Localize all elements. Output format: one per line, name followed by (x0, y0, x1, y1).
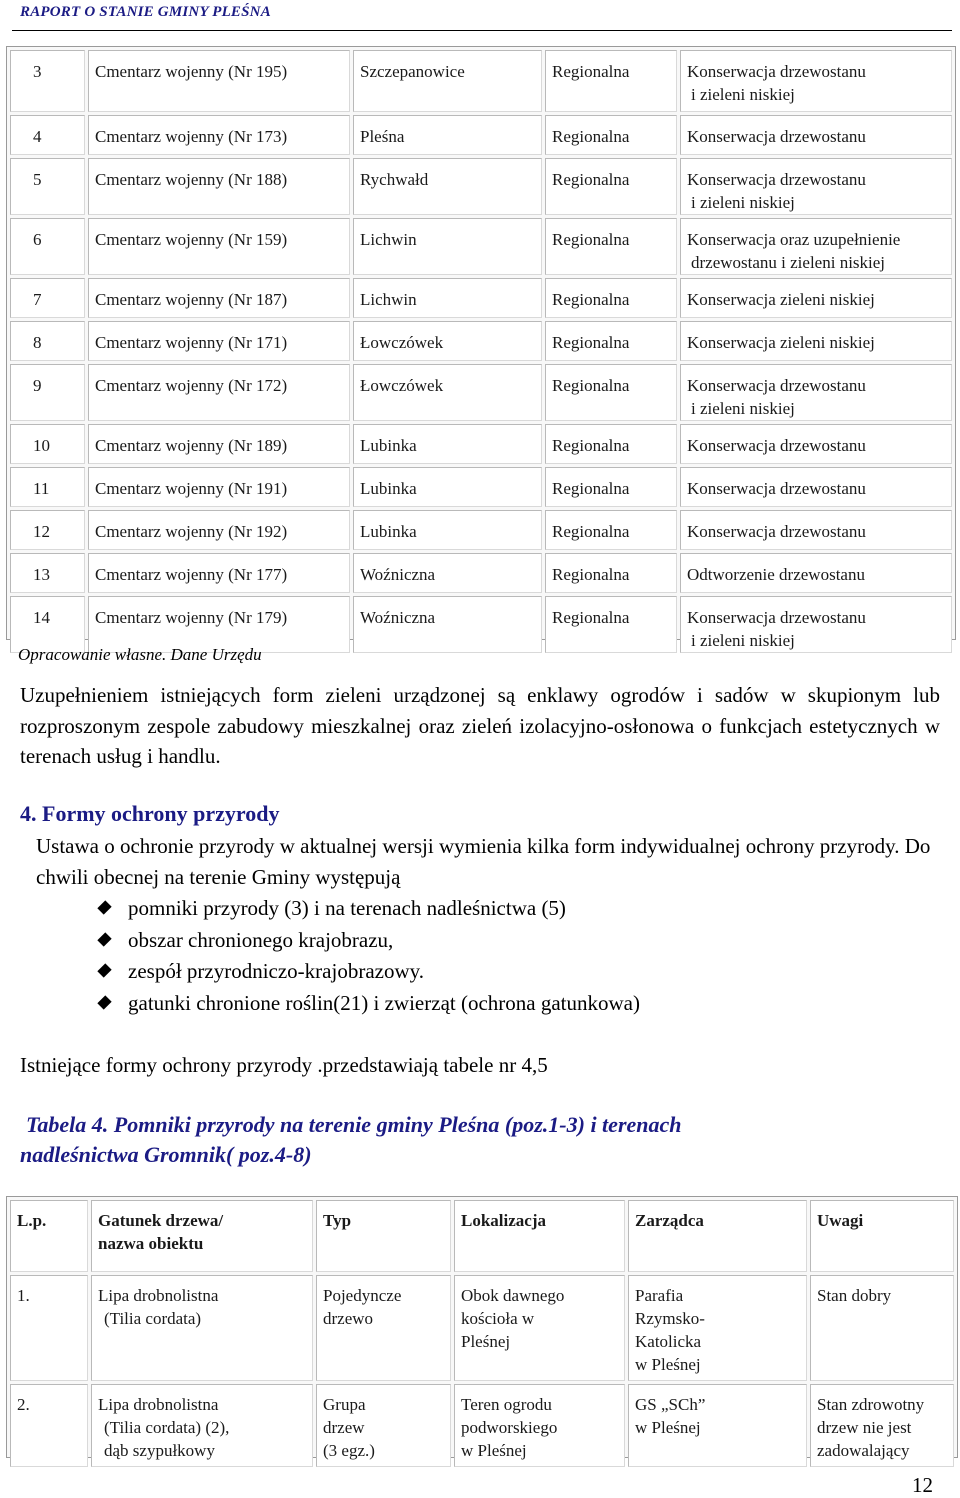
planned-action (680, 278, 952, 318)
cemetery-location: Łowczówek (353, 364, 542, 421)
cemetery-category: Regionalna (545, 278, 677, 318)
list-item (96, 988, 640, 1020)
list-item-text: zespół przyrodniczo-krajobrazowy. (128, 959, 425, 983)
planned-action-line: Konserwacja drzewostanu (687, 170, 866, 189)
planned-action-line: i zieleni niskiej (691, 193, 795, 212)
planned-action (680, 321, 952, 361)
monument-manager (628, 1275, 807, 1381)
row-number: 14 (10, 596, 85, 653)
monument-species-line: (Tilia cordata) (104, 1309, 202, 1328)
row-number: 5 (10, 158, 85, 215)
planned-action-line: Konserwacja oraz uzupełnienie (687, 230, 901, 249)
monument-notes-line: Stan zdrowotny (817, 1395, 925, 1414)
monument-type (316, 1384, 451, 1467)
monument-species-line: (Tilia cordata) (2), (104, 1418, 230, 1437)
list-item (96, 925, 640, 957)
table4-caption (20, 1110, 940, 1170)
row-number: 12 (10, 510, 85, 550)
page-number: 12 (912, 1473, 933, 1497)
table-row (10, 50, 952, 112)
greenery-paragraph: Uzupełnieniem istniejących form zieleni urządzonej są enklawy ogrodów i sadów w skupionym lub rozproszonym zespole zabudowy mieszkalnej oraz zieleń izolacyjno-osłonowa o funkcjach estetycznych w terenach usług i handlu. (20, 683, 940, 768)
planned-action-line: i zieleni niskiej (691, 631, 795, 650)
page-header-title: RAPORT O STANIE GMINY PLEŚNA (20, 4, 271, 20)
list-item-text: pomniki przyrody (3) i na terenach nadleśnictwa (5) (128, 896, 566, 920)
row-number: 13 (10, 553, 85, 593)
monument-location-line: Pleśnej (461, 1332, 511, 1351)
cemetery-category: Regionalna (545, 364, 677, 421)
row-number: 3 (10, 50, 85, 112)
monument-lp: 2. (10, 1384, 88, 1467)
table-row (10, 1384, 954, 1467)
monument-type-line: Grupa (323, 1395, 366, 1414)
monument-manager-line: w Pleśnej (635, 1418, 701, 1437)
row-number: 11 (10, 467, 85, 507)
cemetery-category: Regionalna (545, 158, 677, 215)
table-row (10, 278, 952, 318)
table-row (10, 467, 952, 507)
cemetery-category: Regionalna (545, 596, 677, 653)
monument-location-line: kościoła w (461, 1309, 535, 1328)
monument-species (91, 1384, 313, 1467)
cemetery-location: Woźniczna (353, 553, 542, 593)
planned-action-line: drzewostanu i zieleni niskiej (691, 253, 886, 272)
planned-action-line: Odtworzenie drzewostanu (687, 565, 865, 584)
list-item-text: obszar chronionego krajobrazu, (128, 927, 394, 952)
monument-manager-line: Parafia (635, 1286, 684, 1305)
monument-notes-line: Stan dobry (817, 1286, 892, 1305)
cemetery-location: Lubinka (353, 510, 542, 550)
cemetery-name: Cmentarz wojenny (Nr 191) (88, 467, 350, 507)
cemetery-category: Regionalna (545, 553, 677, 593)
list-item-text: gatunki chronione roślin(21) i zwierząt (ochrona gatunkowa) (128, 990, 640, 1015)
monuments-table-grid (7, 1197, 957, 1470)
header-location: Lokalizacja (454, 1200, 625, 1272)
table4-caption-line1: Tabela 4. Pomniki przyrody na terenie gminy Pleśna (poz.1-3) i terenach (26, 1112, 682, 1137)
header-manager: Zarządca (628, 1200, 807, 1272)
list-item (96, 893, 640, 925)
monuments-table (6, 1196, 958, 1458)
planned-action-line: i zieleni niskiej (691, 399, 795, 418)
header-species-line: Gatunek drzewa/ (98, 1211, 224, 1230)
header-species-line: nazwa obiektu (98, 1234, 204, 1253)
diamond-bullet-icon (97, 932, 111, 946)
monument-location-line: Obok dawnego (461, 1286, 565, 1305)
cemetery-location: Lubinka (353, 467, 542, 507)
planned-action-line: Konserwacja drzewostanu (687, 479, 866, 498)
cemetery-category: Regionalna (545, 424, 677, 464)
header-lp: L.p. (10, 1200, 88, 1272)
planned-action (680, 467, 952, 507)
cemetery-name: Cmentarz wojenny (Nr 189) (88, 424, 350, 464)
cemetery-table-grid (7, 47, 955, 656)
table-row (10, 321, 952, 361)
planned-action-line: Konserwacja drzewostanu (687, 376, 866, 395)
cemetery-category: Regionalna (545, 510, 677, 550)
cemetery-location: Łowczówek (353, 321, 542, 361)
planned-action-line: Konserwacja drzewostanu (687, 436, 866, 455)
row-number: 7 (10, 278, 85, 318)
table-header-row (10, 1200, 954, 1272)
section-intro: Ustawa o ochronie przyrody w aktualnej wersji wymienia kilka form indywidualnej ochrony przyrody. Do chwili obecnej na terenie Gminy występują (36, 834, 931, 889)
monument-type-line: Pojedyncze (323, 1286, 402, 1305)
monument-manager-line: GS „SCh” (635, 1395, 706, 1414)
monument-manager-line: Rzymsko- (635, 1309, 705, 1328)
row-number: 8 (10, 321, 85, 361)
table-row (10, 1275, 954, 1381)
diamond-bullet-icon (97, 963, 111, 977)
monument-location-line: Teren ogrodu (461, 1395, 552, 1414)
monument-manager (628, 1384, 807, 1467)
protection-forms-list (96, 893, 640, 1019)
planned-action (680, 510, 952, 550)
monument-type-line: drzewo (323, 1309, 374, 1328)
planned-action (680, 158, 952, 215)
header-type: Typ (316, 1200, 451, 1272)
planned-action-line: Konserwacja zieleni niskiej (687, 333, 875, 352)
planned-action-line: Konserwacja drzewostanu (687, 127, 866, 146)
cemetery-category: Regionalna (545, 115, 677, 155)
monument-type-line: (3 egz.) (323, 1441, 375, 1460)
monument-lp: 1. (10, 1275, 88, 1381)
list-item (96, 956, 640, 988)
monument-manager-line: Katolicka (635, 1332, 702, 1351)
cemetery-name: Cmentarz wojenny (Nr 195) (88, 50, 350, 112)
cemetery-name: Cmentarz wojenny (Nr 171) (88, 321, 350, 361)
row-number: 9 (10, 364, 85, 421)
cemetery-name: Cmentarz wojenny (Nr 179) (88, 596, 350, 653)
planned-action (680, 596, 952, 653)
cemetery-location: Szczepanowice (353, 50, 542, 112)
source-note: Opracowanie własne. Dane Urzędu (18, 645, 262, 664)
monument-notes-line: drzew nie jest (817, 1418, 912, 1437)
monument-notes (810, 1384, 954, 1467)
cemetery-location: Lichwin (353, 218, 542, 275)
cemetery-location: Lichwin (353, 278, 542, 318)
row-number: 4 (10, 115, 85, 155)
cemetery-location: Lubinka (353, 424, 542, 464)
monument-species-line: Lipa drobnolistna (98, 1286, 219, 1305)
table-row (10, 115, 952, 155)
table-row (10, 424, 952, 464)
monument-type-line: drzew (323, 1418, 365, 1437)
table-row (10, 364, 952, 421)
cemetery-category: Regionalna (545, 50, 677, 112)
monument-species-line: dąb szypułkowy (104, 1441, 215, 1460)
cemetery-name: Cmentarz wojenny (Nr 188) (88, 158, 350, 215)
planned-action-line: Konserwacja drzewostanu (687, 608, 866, 627)
cemetery-location: Rychwałd (353, 158, 542, 215)
monument-species-line: Lipa drobnolistna (98, 1395, 219, 1414)
header-species (91, 1200, 313, 1272)
cemetery-name: Cmentarz wojenny (Nr 159) (88, 218, 350, 275)
table4-caption-line2: nadleśnictwa Gromnik( poz.4-8) (20, 1142, 312, 1167)
planned-action (680, 424, 952, 464)
monument-location-line: w Pleśnej (461, 1441, 527, 1460)
monument-location (454, 1384, 625, 1467)
cemetery-category: Regionalna (545, 467, 677, 507)
forms-reference-line: Istniejące formy ochrony przyrody .przedstawiają tabele nr 4,5 (20, 1053, 548, 1077)
planned-action (680, 218, 952, 275)
table-row (10, 510, 952, 550)
planned-action-line: Konserwacja drzewostanu (687, 62, 866, 81)
planned-action (680, 364, 952, 421)
planned-action-line: Konserwacja drzewostanu (687, 522, 866, 541)
cemetery-name: Cmentarz wojenny (Nr 177) (88, 553, 350, 593)
planned-action-line: i zieleni niskiej (691, 85, 795, 104)
cemetery-name: Cmentarz wojenny (Nr 173) (88, 115, 350, 155)
cemetery-name: Cmentarz wojenny (Nr 172) (88, 364, 350, 421)
monument-location (454, 1275, 625, 1381)
planned-action (680, 50, 952, 112)
cemetery-location: Woźniczna (353, 596, 542, 653)
monument-notes-line: zadowalający (817, 1441, 910, 1460)
cemetery-category: Regionalna (545, 218, 677, 275)
cemetery-location: Pleśna (353, 115, 542, 155)
monument-manager-line: w Pleśnej (635, 1355, 701, 1374)
planned-action (680, 115, 952, 155)
table-row (10, 553, 952, 593)
section-title: 4. Formy ochrony przyrody (20, 801, 280, 826)
row-number: 6 (10, 218, 85, 275)
diamond-bullet-icon (97, 900, 111, 914)
row-number: 10 (10, 424, 85, 464)
cemetery-name: Cmentarz wojenny (Nr 187) (88, 278, 350, 318)
cemetery-table (6, 46, 956, 650)
planned-action (680, 553, 952, 593)
monument-notes (810, 1275, 954, 1381)
header-divider (12, 30, 952, 31)
header-notes: Uwagi (810, 1200, 954, 1272)
monument-species (91, 1275, 313, 1381)
monument-type (316, 1275, 451, 1381)
cemetery-name: Cmentarz wojenny (Nr 192) (88, 510, 350, 550)
table-row (10, 218, 952, 275)
table-row (10, 158, 952, 215)
cemetery-category: Regionalna (545, 321, 677, 361)
monument-location-line: podworskiego (461, 1418, 558, 1437)
diamond-bullet-icon (97, 995, 111, 1009)
planned-action-line: Konserwacja zieleni niskiej (687, 290, 875, 309)
